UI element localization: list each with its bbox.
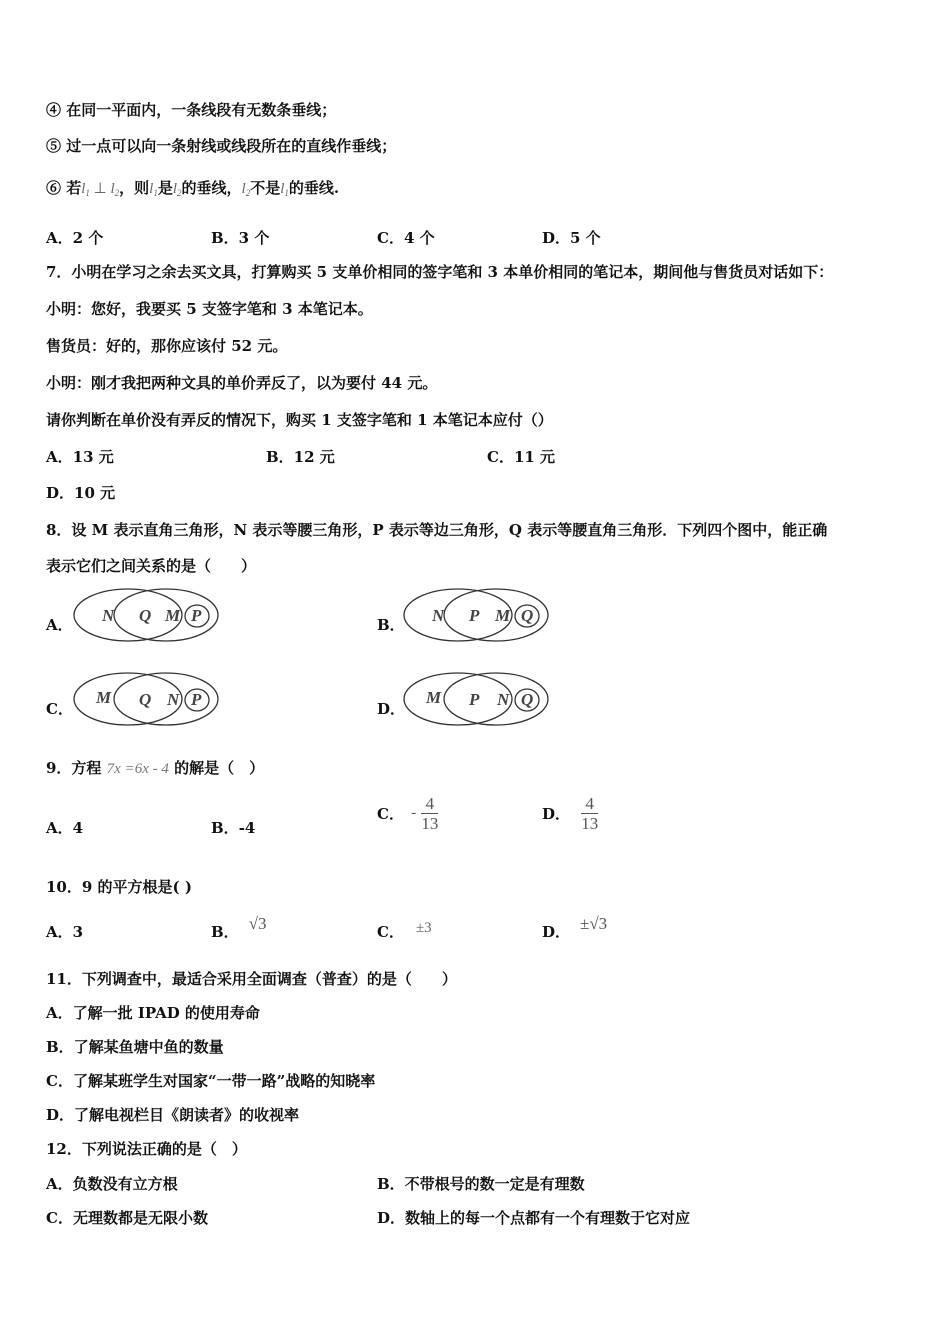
q11-option-d: D．了解电视栏目《朗读者》的收视率: [46, 1106, 300, 1124]
q9-option-c-label: C．: [377, 805, 404, 823]
math-l1c: l: [280, 181, 285, 197]
venn-a-inner: P: [191, 606, 202, 625]
q12-option-b: B．不带根号的数一定是有理数: [377, 1175, 585, 1193]
statement-6-mid1: ，则: [119, 179, 150, 197]
q12-option-d: D．数轴上的每一个点都有一个有理数于它对应: [377, 1209, 691, 1227]
q11-option-a: A．了解一批 IPAD 的使用寿命: [46, 1004, 260, 1022]
q10-option-b-label: B．: [211, 923, 239, 941]
q12-stem: 12．下列说法正确的是（ ）: [46, 1140, 247, 1158]
q7-option-b: B．12 元: [266, 448, 335, 466]
venn-d-inner: Q: [521, 690, 534, 709]
q10-option-d: [542, 914, 608, 942]
statement-5: ⑤ 过一点可以向一条射线或线段所在的直线作垂线；: [46, 137, 397, 155]
q8-option-c-label: C．: [46, 700, 73, 718]
statement-6-mid2: 是: [157, 179, 173, 197]
venn-c-mid: Q: [139, 690, 152, 709]
q9-stem: [46, 758, 264, 779]
q8-option-b-label: B．: [377, 616, 405, 634]
q8-option-d-label: D．: [377, 700, 406, 718]
q10-option-d-label: D．: [542, 923, 571, 941]
statement-6-mid4: 不是: [250, 179, 281, 197]
venn-d-right: N: [497, 690, 510, 709]
q9-equation: 7x =6x - 4: [106, 761, 169, 777]
q10-stem: 10．9 的平方根是( ): [46, 878, 192, 896]
q9-option-d: [542, 794, 598, 833]
q10-option-a-label: A．: [46, 923, 73, 941]
q10-option-a-value: 3: [72, 923, 84, 941]
q10-option-b-value: √3: [248, 914, 267, 933]
q10-option-c: [377, 922, 432, 943]
venn-a-mid: Q: [139, 606, 152, 625]
venn-b-right: M: [495, 606, 511, 625]
q9-option-d-fraction: [581, 794, 598, 833]
statement-6-mid3: 的垂线，: [181, 179, 242, 197]
math-l2b-sub: 2: [177, 188, 182, 198]
statement-6: [46, 178, 339, 203]
math-l1b-sub: 1: [153, 188, 158, 198]
q10-option-c-value: ±3: [415, 920, 432, 936]
q6-option-b: B．3 个: [211, 229, 270, 247]
math-l2c: l: [241, 181, 246, 197]
venn-a-left: N: [102, 606, 115, 625]
q9-option-d-num: 4: [581, 794, 598, 814]
venn-a-right: M: [165, 606, 181, 625]
q10-option-c-label: C．: [377, 923, 404, 941]
q9-option-c-sign: -: [411, 805, 417, 821]
q8-venn-d: [402, 670, 552, 730]
q9-stem-post: 的解是（ ）: [174, 759, 265, 777]
q9-option-c-den: 13: [421, 814, 439, 833]
q9-option-c-num: 4: [421, 794, 438, 814]
venn-c-inner: P: [191, 690, 202, 709]
q8-venn-b: [402, 586, 552, 646]
q7-option-c: C．11 元: [487, 448, 556, 466]
venn-b-inner: Q: [521, 606, 534, 625]
q8-stem-2: 表示它们之间关系的是（ ）: [46, 557, 257, 575]
q9-option-c: [377, 794, 438, 833]
math-l2-sub: 2: [114, 188, 120, 198]
math-l1c-sub: 1: [284, 188, 289, 198]
venn-c-right: N: [167, 690, 180, 709]
q10-option-b: [211, 914, 267, 942]
q9-option-b-label: B．: [211, 819, 239, 837]
q8-stem-1: 8．设 M 表示直角三角形，N 表示等腰三角形，P 表示等边三角形，Q 表示等腰直角三角形．下列四个图中，能正确: [46, 521, 828, 539]
q10-option-d-value: ±√3: [580, 914, 608, 933]
math-l2b: l: [172, 181, 178, 197]
q11-option-b: B．了解某鱼塘中鱼的数量: [46, 1038, 224, 1056]
q12-option-a: A．负数没有立方根: [46, 1175, 178, 1193]
q9-stem-pre: 9．方程: [46, 759, 102, 777]
q7-dialog-3: 小明：刚才我把两种文具的单价弄反了，以为要付 44 元。: [46, 374, 438, 392]
q9-option-d-den: 13: [581, 814, 599, 833]
q9-option-a: [46, 818, 83, 838]
q9-option-b-value: -4: [238, 819, 256, 837]
math-l1-sub: 1: [85, 188, 90, 198]
venn-b-mid: P: [469, 606, 480, 625]
q9-option-c-fraction: [421, 794, 438, 833]
q7-question: 请你判断在单价没有弄反的情况下，购买 1 支签字笔和 1 本笔记本应付（）: [46, 411, 553, 429]
q11-stem: 11．下列调查中，最适合采用全面调查（普查）的是（ ）: [46, 970, 457, 988]
math-l1b: l: [149, 181, 154, 197]
q7-dialog-2: 售货员：好的，那你应该付 52 元。: [46, 337, 288, 355]
q12-option-c: C．无理数都是无限小数: [46, 1209, 208, 1227]
statement-6-post: 的垂线.: [288, 179, 340, 197]
venn-b-left: N: [432, 606, 445, 625]
q9-option-d-label: D．: [542, 805, 571, 823]
q6-option-a: A．2 个: [46, 229, 104, 247]
q9-option-a-value: 4: [72, 819, 84, 837]
math-l2: l: [110, 181, 115, 197]
q11-option-c: C．了解某班学生对国家“一带一路”战略的知晓率: [46, 1072, 376, 1090]
q9-option-a-label: A．: [46, 819, 73, 837]
math-l2c-sub: 2: [245, 188, 251, 198]
q8-venn-a: [72, 586, 222, 646]
venn-c-left: M: [96, 688, 112, 707]
venn-d-mid: P: [469, 690, 480, 709]
q10-option-a: [46, 922, 83, 942]
math-l1: l: [81, 181, 86, 197]
q6-option-d: D．5 个: [542, 229, 601, 247]
q8-option-a-label: A．: [46, 616, 73, 634]
q8-venn-c: [72, 670, 222, 730]
q7-option-d: D．10 元: [46, 484, 116, 502]
q7-dialog-1: 小明：您好，我要买 5 支签字笔和 3 本笔记本。: [46, 300, 373, 318]
perp-symbol: ⊥: [89, 181, 111, 197]
venn-d-left: M: [426, 688, 442, 707]
q6-option-c: C．4 个: [377, 229, 435, 247]
q9-option-b: [211, 818, 255, 838]
statement-4: ④ 在同一平面内，一条线段有无数条垂线；: [46, 101, 337, 119]
statement-6-pre: ⑥ 若: [46, 179, 82, 197]
q7-stem: 7．小明在学习之余去买文具，打算购买 5 支单价相同的签字笔和 3 本单价相同的笔记本，期间他与售货员对话如下：: [46, 263, 834, 281]
q7-option-a: A．13 元: [46, 448, 114, 466]
